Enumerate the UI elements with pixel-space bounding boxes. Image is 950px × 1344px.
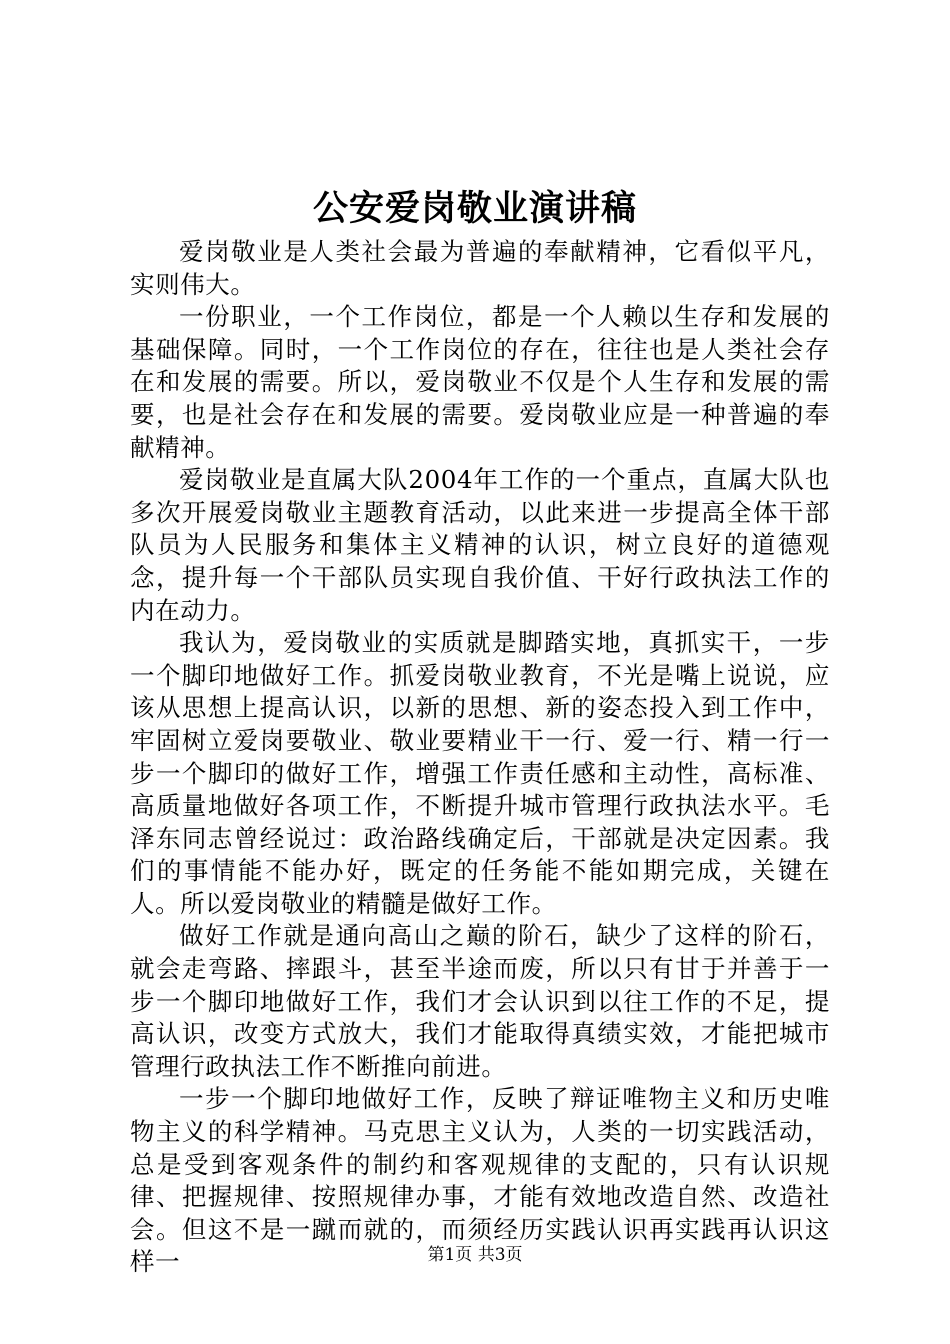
document-title: 公安爱岗敬业演讲稿 [312,188,637,229]
paragraph: 爱岗敬业是人类社会最为普遍的奉献精神，它看似平凡，实则伟大。 [130,237,830,299]
paragraph: 一份职业，一个工作岗位，都是一个人赖以生存和发展的基础保障。同时，一个工作岗位的存在，往往也是人类社会存在和发展的需要。所以，爱岗敬业不仅是个人生存和发展的需要，也是社会存在和发展的需要。爱岗敬业应是一种普遍的奉献精神。 [130,302,830,462]
paragraph: 爱岗敬业是直属大队2004年工作的一个重点，直属大队也多次开展爱岗敬业主题教育活动，以此来进一步提高全体干部队员为人民服务和集体主义精神的认识，树立良好的道德观念，提升每一个干部队员实现自我价值、干好行政执法工作的内在动力。 [130,465,830,625]
paragraph: 做好工作就是通向高山之巅的阶石，缺少了这样的阶石，就会走弯路、摔跟斗，甚至半途而废，所以只有甘于并善于一步一个脚印地做好工作，我们才会认识到以往工作的不足，提高认识，改变方式放大，我们才能取得真绩实效，才能把城市管理行政执法工作不断推向前进。 [130,921,830,1081]
document-body [130,236,830,1279]
paragraph: 我认为，爱岗敬业的实质就是脚踏实地，真抓实干，一步一个脚印地做好工作。抓爱岗敬业教育，不光是嘴上说说，应该从思想上提高认识，以新的思想、新的姿态投入到工作中，牢固树立爱岗要敬业、敬业要精业干一行、爱一行、精一行一步一个脚印的做好工作，增强工作责任感和主动性，高标准、高质量地做好各项工作，不断提升城市管理行政执法水平。毛泽东同志曾经说过：政治路线确定后，干部就是决定因素。我们的事情能不能办好，既定的任务能不能如期完成，关键在人。所以爱岗敬业的精髓是做好工作。 [130,628,830,918]
page-footer: 第1页 共3页 [427,1245,523,1265]
paragraph: 一步一个脚印地做好工作，反映了辩证唯物主义和历史唯物主义的科学精神。马克思主义认为，人类的一切实践活动，总是受到客观条件的制约和客观规律的支配的，只有认识规律、把握规律、按照规律办事，才能有效地改造自然、改造社会。但这不是一蹴而就的，而须经历实践认识再实践再认识这样一 [130,1084,830,1277]
